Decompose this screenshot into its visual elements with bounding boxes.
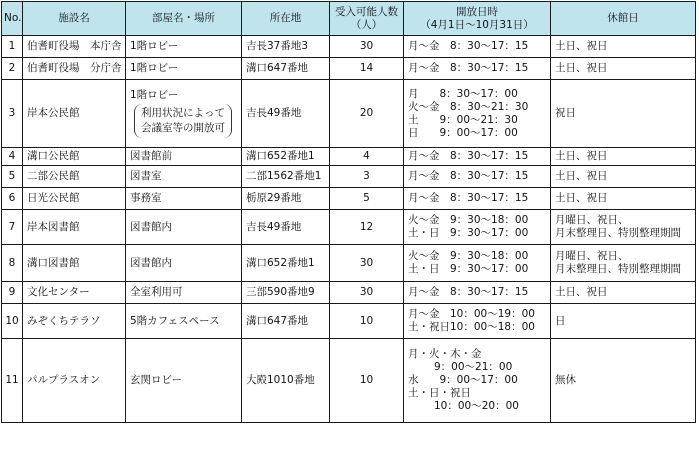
cell-hours [404,304,551,339]
cell-closed [551,282,696,304]
table-row [2,210,696,245]
cell-facility: 伯耆町役場 本庁舎 [23,36,126,58]
hours-line: 月 8：30～17：00 [408,87,518,100]
cell-address: 溝口647番地 [242,304,330,339]
header-address: 所在地 [242,2,330,36]
room-note-bracket [134,104,232,138]
closed-line: 土日、祝日 [555,286,608,298]
cell-room: 事務室 [126,188,242,210]
closed-line: 月末整理日、特別整理期間 [555,263,681,275]
cell-room: 図書館前 [126,148,242,166]
closed-line: 日 [555,314,566,327]
hours-line: 日 9：00～17：00 [408,126,518,139]
header-capacity [330,2,404,36]
closed-line: 祝日 [555,107,576,119]
header-closed: 休館日 [551,2,696,36]
facility-table [1,1,696,423]
cell-capacity: 5 [330,188,404,210]
cell-capacity: 3 [330,166,404,188]
cell-address: 吉長37番地3 [242,36,330,58]
table-row [2,148,696,166]
cell-closed [551,339,696,423]
closed-line: 土日、祝日 [555,192,608,204]
cell-address: 二部1562番地1 [242,166,330,188]
hours-line: 月～金 8：30～17：15 [408,40,529,52]
cell-room [126,80,242,148]
cell-room: 玄関ロビー [126,339,242,423]
cell-room: 1階ロビー [126,58,242,80]
hours-line: 月～金 8：30～17：15 [408,170,529,182]
header-room: 部屋名・場所 [126,2,242,36]
header-no: No. [2,2,23,36]
header-capacity-line1: 受入可能人数 [335,5,398,18]
cell-address: 大殿1010番地 [242,339,330,423]
header-facility: 施設名 [23,2,126,36]
cell-address: 吉長49番地 [242,80,330,148]
table-row [2,282,696,304]
cell-hours [404,339,551,423]
cell-facility: パルプラスオン [23,339,126,423]
cell-no: 9 [2,282,23,304]
cell-address: 三部590番地9 [242,282,330,304]
hours-line: 火～金 9：30～18：00 [408,250,529,262]
cell-capacity: 12 [330,210,404,245]
closed-line: 月曜日、祝日、 [555,250,629,262]
cell-capacity: 10 [330,339,404,423]
cell-room: 5階カフェスペース [126,304,242,339]
table-row [2,166,696,188]
cell-closed [551,58,696,80]
cell-room: 図書室 [126,166,242,188]
cell-no: 2 [2,58,23,80]
hours-line: 月～金 8：30～17：15 [408,62,529,74]
cell-hours [404,188,551,210]
header-hours [404,2,551,36]
table-row [2,188,696,210]
cell-room: 全室利用可 [126,282,242,304]
cell-closed [551,304,696,339]
cell-closed [551,166,696,188]
cell-hours [404,245,551,282]
table-row [2,58,696,80]
cell-address: 栃原29番地 [242,188,330,210]
cell-no: 3 [2,80,23,148]
cell-hours [404,36,551,58]
cell-capacity: 30 [330,245,404,282]
cell-facility: 岸本公民館 [23,80,126,148]
cell-hours [404,210,551,245]
room-main: 1階ロビー [130,89,179,101]
table-row [2,304,696,339]
table-row [2,245,696,282]
cell-closed [551,148,696,166]
closed-line: 土日、祝日 [555,62,608,74]
hours-line: 月～金 8：30～17：15 [408,192,529,204]
cell-hours [404,80,551,148]
table-row [2,80,696,148]
cell-capacity: 14 [330,58,404,80]
cell-room: 1階ロビー [126,36,242,58]
closed-line: 土日、祝日 [555,170,608,182]
header-capacity-line2: （人） [350,18,383,31]
header-hours-line1: 開放日時 [456,5,498,18]
cell-closed [551,245,696,282]
cell-facility: 二部公民館 [23,166,126,188]
cell-address: 吉長49番地 [242,210,330,245]
cell-closed [551,188,696,210]
cell-no: 1 [2,36,23,58]
closed-line: 月末整理日、特別整理期間 [555,227,681,239]
hours-line: 月～金 8：30～17：15 [408,286,529,298]
hours-line: 土 9：00～21：30 [408,113,518,126]
cell-no: 5 [2,166,23,188]
cell-hours [404,58,551,80]
closed-line: 土日、祝日 [555,40,608,52]
cell-facility: 日光公民館 [23,188,126,210]
hours-line: 土・日 9：30～17：00 [408,227,529,239]
hours-line: 土・日・祝日 [408,387,471,399]
cell-address: 溝口652番地1 [242,245,330,282]
closed-line: 無休 [555,374,576,386]
hours-line: 火～金 8：30～21：30 [408,100,529,113]
cell-facility: 溝口図書館 [23,245,126,282]
hours-line: 火～金 9：30～18：00 [408,214,529,226]
cell-facility: 伯耆町役場 分庁舎 [23,58,126,80]
cell-facility: 岸本図書館 [23,210,126,245]
cell-facility: 文化センター [23,282,126,304]
cell-hours [404,148,551,166]
cell-no: 10 [2,304,23,339]
hours-line: 10：00～20：00 [434,400,519,412]
cell-capacity: 4 [330,148,404,166]
hours-line: 9：00～21：00 [434,361,513,373]
header-row [2,2,696,36]
cell-closed [551,210,696,245]
cell-no: 6 [2,188,23,210]
closed-line: 土日、祝日 [555,150,608,162]
hours-line: 月・火・木・金 [408,348,482,360]
cell-facility: 溝口公民館 [23,148,126,166]
room-note-line: 利用状況によって [141,107,225,119]
hours-line: 月～金 10：00～19：00 [408,308,535,320]
cell-room: 図書館内 [126,245,242,282]
cell-closed [551,80,696,148]
cell-address: 溝口652番地1 [242,148,330,166]
cell-capacity: 10 [330,304,404,339]
cell-facility: みぞくちテラソ [23,304,126,339]
hours-line: 土・祝日10：00～18：00 [408,321,535,333]
cell-capacity: 30 [330,282,404,304]
table-row [2,339,696,423]
cell-hours [404,166,551,188]
cell-no: 7 [2,210,23,245]
closed-line: 月曜日、祝日、 [555,214,629,226]
cell-no: 8 [2,245,23,282]
hours-line: 水 9：00～17：00 [408,374,518,386]
cell-room: 図書館内 [126,210,242,245]
room-note-line: 会議室等の開放可 [141,122,225,134]
hours-line: 土・日 9：30～17：00 [408,263,529,275]
cell-no: 4 [2,148,23,166]
cell-capacity: 20 [330,80,404,148]
cell-hours [404,282,551,304]
cell-address: 溝口647番地 [242,58,330,80]
header-hours-line2: （4月1日～10月31日） [420,18,534,31]
cell-no: 11 [2,339,23,423]
cell-capacity: 30 [330,36,404,58]
hours-line: 月～金 8：30～17：15 [408,150,529,162]
table-row [2,36,696,58]
cell-closed [551,36,696,58]
